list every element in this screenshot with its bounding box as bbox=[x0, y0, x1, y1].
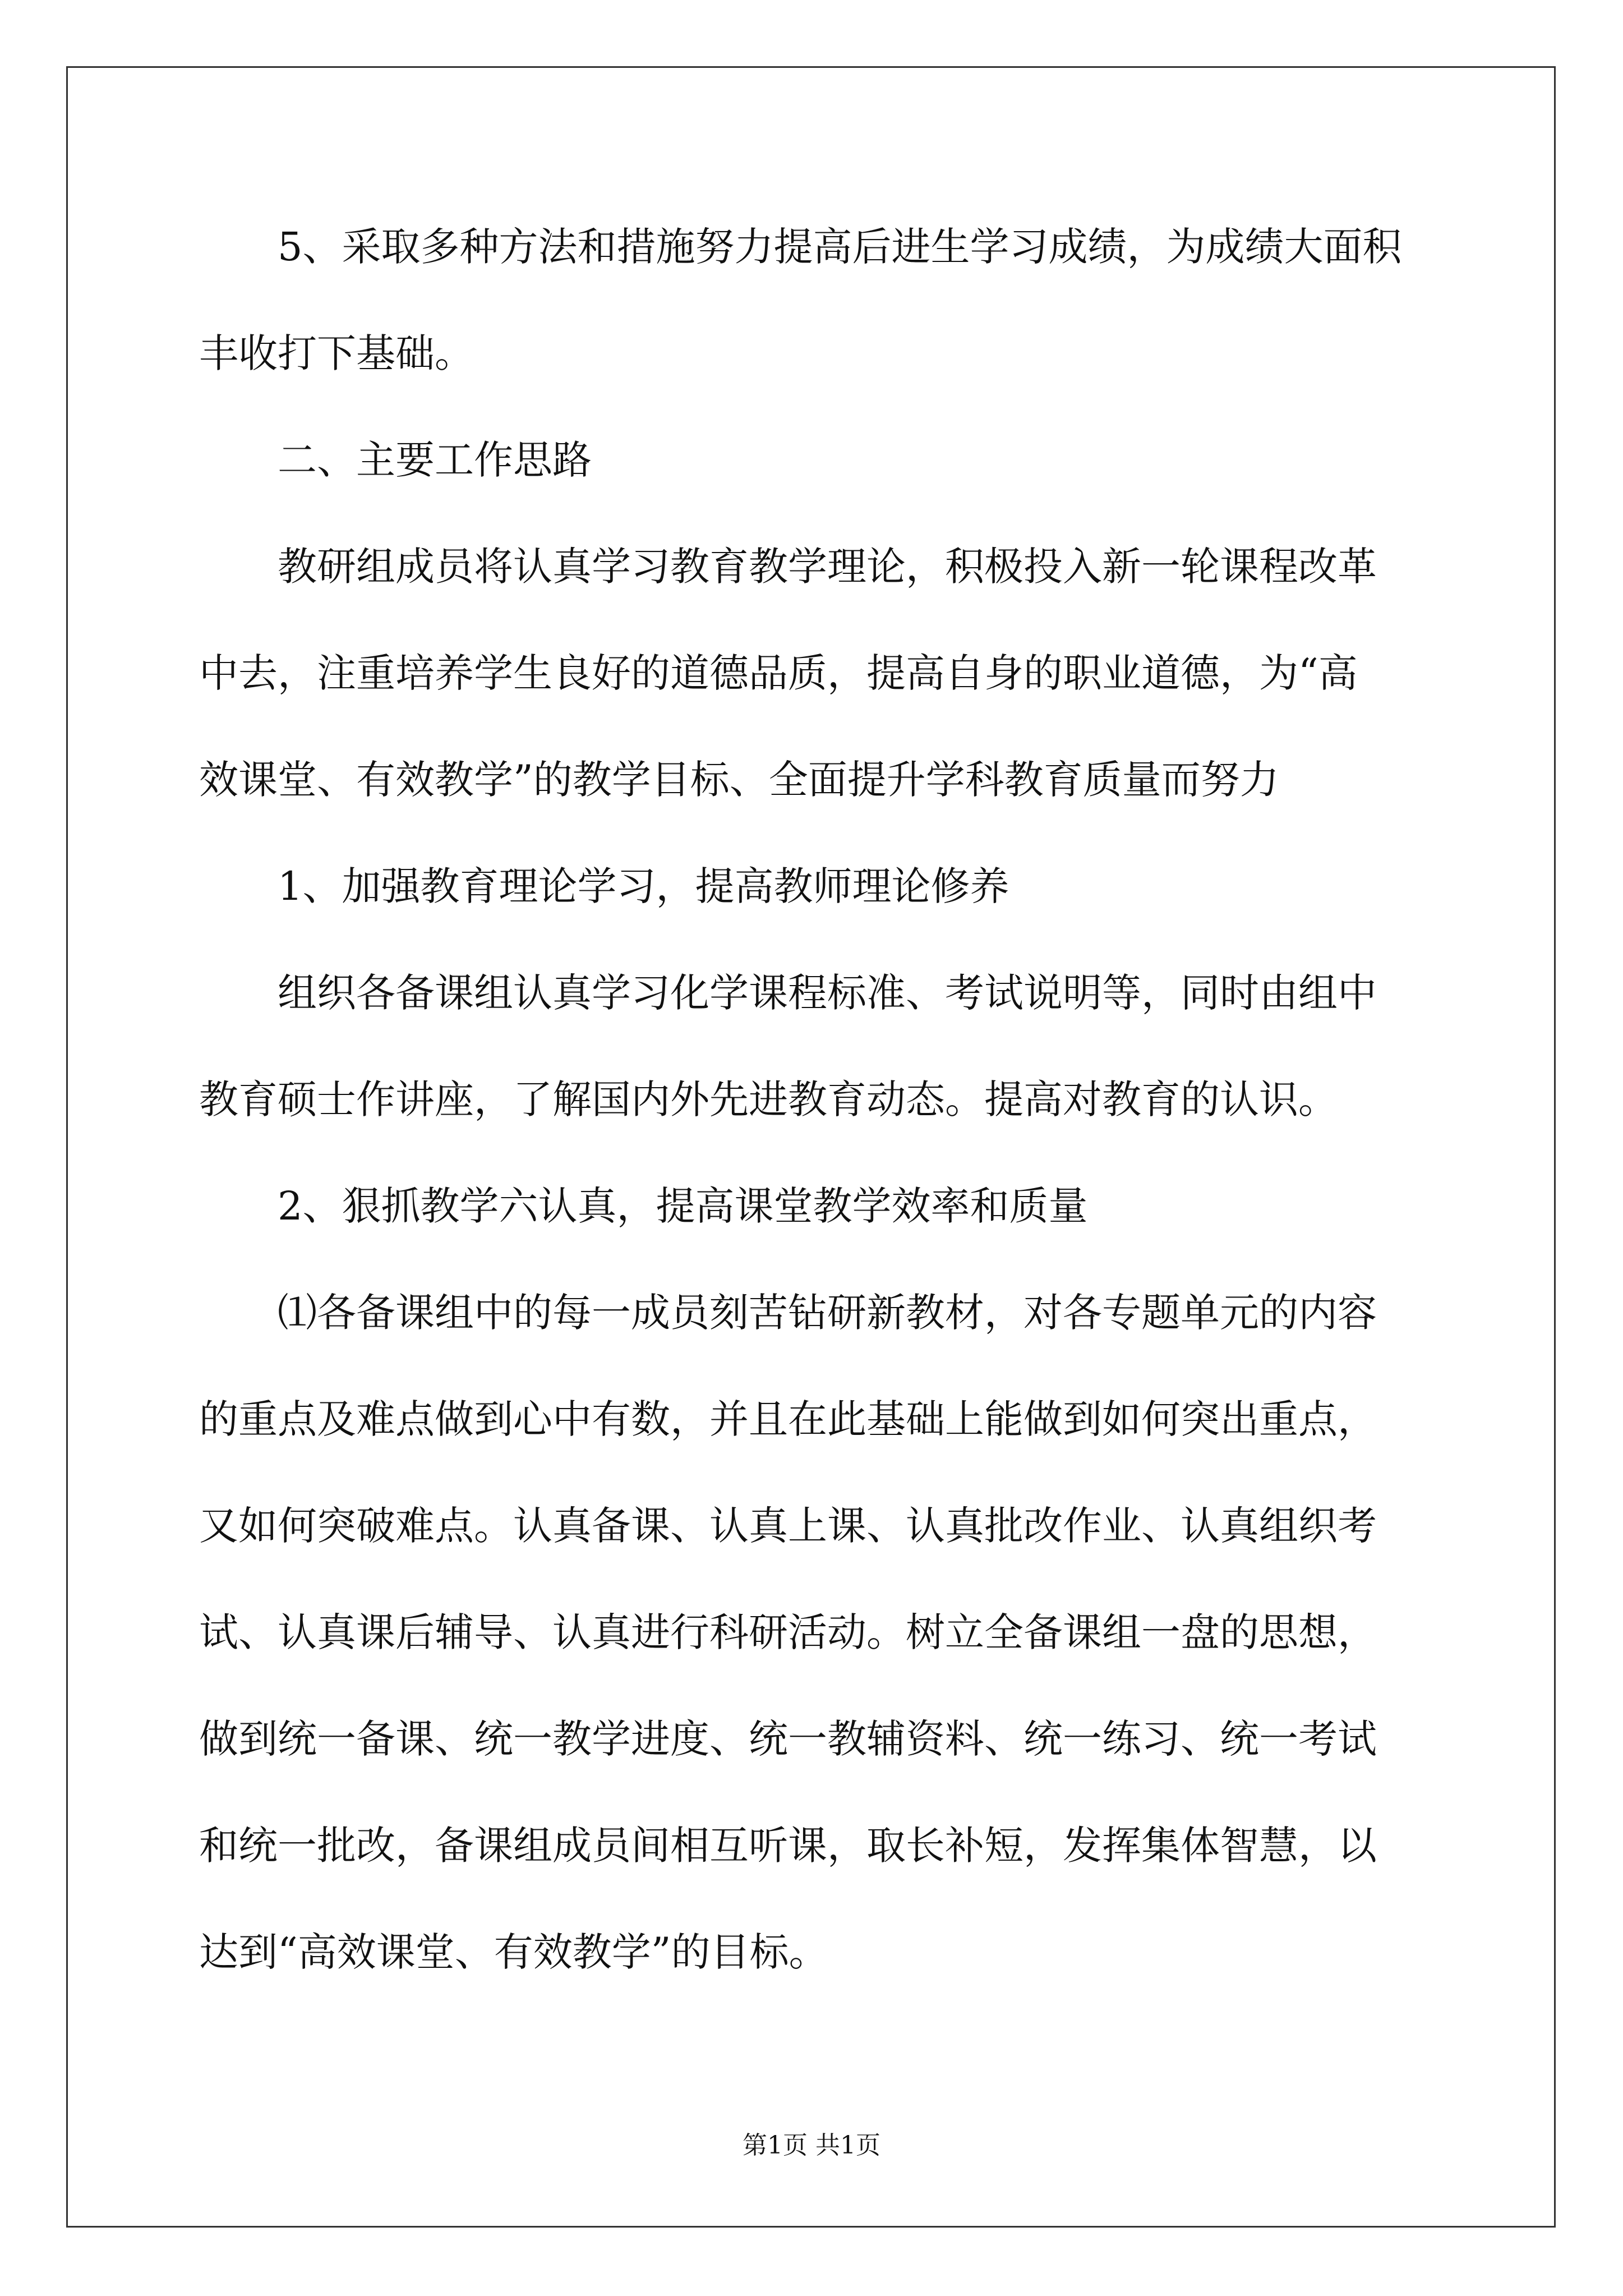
paragraph-line: 组织各备课组认真学习化学课程标准、考试说明等，同时由组中 bbox=[278, 970, 1377, 1016]
paragraph-line: 的重点及难点做到心中有数，并且在此基础上能做到如何突出重点， bbox=[199, 1396, 1377, 1442]
page-number-footer: 第1页 共1页 bbox=[743, 2131, 880, 2160]
paragraph-line: 5、采取多种方法和措施努力提高后进生学习成绩，为成绩大面积 bbox=[278, 224, 1402, 270]
paragraph-line: 做到统一备课、统一教学进度、统一教辅资料、统一练习、统一考试 bbox=[199, 1716, 1377, 1762]
paragraph-line: 试、认真课后辅导、认真进行科研活动。树立全备课组一盘的思想， bbox=[199, 1609, 1377, 1655]
paragraph-line: 又如何突破难点。认真备课、认真上课、认真批改作业、认真组织考 bbox=[199, 1503, 1377, 1549]
page-border bbox=[66, 66, 1556, 2228]
paragraph-line: 教育硕士作讲座，了解国内外先进教育动态。提高对教育的认识。 bbox=[199, 1076, 1338, 1122]
paragraph-line: 丰收打下基础。 bbox=[199, 330, 474, 376]
subsection-heading: 2、狠抓教学六认真，提高课堂教学效率和质量 bbox=[278, 1183, 1088, 1229]
paragraph-line: ⑴各备课组中的每一成员刻苦钻研新教材，对各专题单元的内容 bbox=[278, 1290, 1377, 1336]
paragraph-line: 中去，注重培养学生良好的道德品质，提高自身的职业道德，为“高 bbox=[199, 650, 1358, 696]
section-heading: 二、主要工作思路 bbox=[278, 437, 592, 483]
paragraph-line: 效课堂、有效教学”的教学目标、全面提升学科教育质量而努力 bbox=[199, 757, 1279, 803]
subsection-heading: 1、加强教育理论学习，提高教师理论修养 bbox=[278, 863, 1009, 909]
paragraph-line: 达到“高效课堂、有效教学”的目标。 bbox=[199, 1929, 828, 1975]
paragraph-line: 和统一批改，备课组成员间相互听课，取长补短，发挥集体智慧，以 bbox=[199, 1823, 1377, 1869]
paragraph-line: 教研组成员将认真学习教育教学理论，积极投入新一轮课程改革 bbox=[278, 544, 1377, 590]
